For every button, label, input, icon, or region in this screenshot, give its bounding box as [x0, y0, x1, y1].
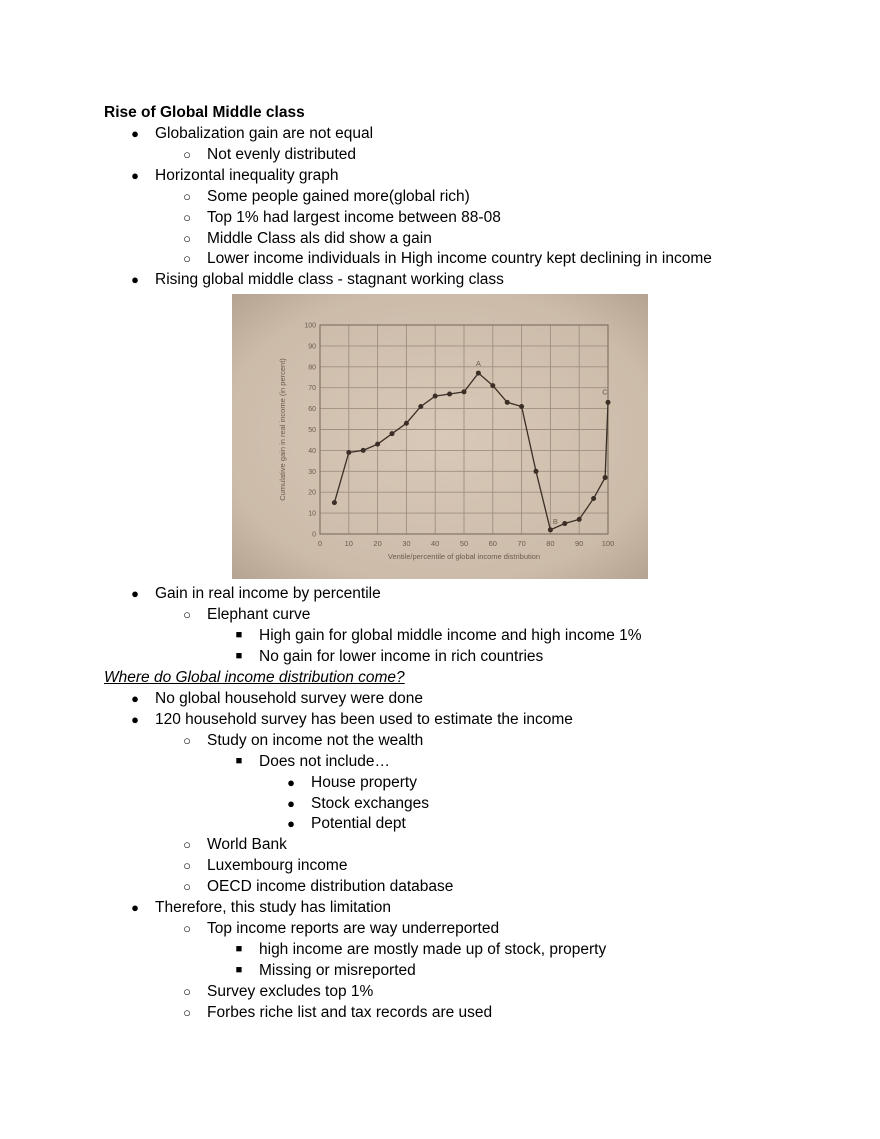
y-tick-label: 0	[312, 531, 316, 539]
y-tick-label: 30	[308, 468, 316, 476]
y-tick-label: 70	[308, 385, 316, 393]
list-item-text: Stock exchanges	[311, 794, 430, 812]
x-tick-label: 70	[517, 539, 526, 548]
list-item-text: Potential dept	[311, 815, 406, 833]
list-item-text: high income are mostly made up of stock, property	[259, 940, 607, 958]
bullet-marker: ●	[287, 816, 295, 832]
bullet-marker: ●	[131, 272, 139, 288]
data-point	[591, 496, 596, 501]
elephant-curve-chart	[232, 294, 648, 579]
bullet-marker: ●	[131, 691, 139, 706]
bullet-marker: ●	[287, 795, 295, 811]
x-tick-label: 100	[601, 539, 615, 548]
data-point	[375, 442, 380, 447]
x-tick-label: 80	[546, 539, 555, 548]
list-item-text: No gain for lower income in rich countries	[259, 647, 544, 665]
data-point	[418, 404, 423, 409]
bullet-marker: ○	[183, 837, 191, 853]
x-tick-label: 60	[488, 539, 497, 548]
bullet-marker: ○	[183, 606, 191, 622]
y-tick-label: 20	[308, 489, 316, 497]
bullet-marker: ■	[235, 754, 243, 767]
list-item-text: High gain for global middle income and high income 1%	[259, 626, 642, 644]
bullet-marker: ●	[131, 711, 139, 727]
data-point	[361, 448, 366, 453]
data-point	[548, 527, 553, 532]
bullet-marker: ○	[183, 209, 191, 225]
bullet-marker: ○	[183, 920, 191, 936]
list-item-text: Not evenly distributed	[207, 145, 357, 163]
data-point	[447, 391, 452, 396]
data-point	[603, 475, 608, 480]
bullet-marker: ○	[183, 146, 191, 162]
bullet-marker: ○	[183, 983, 191, 999]
bullet-marker: ●	[131, 586, 139, 601]
list-item-text: Globalization gain are not equal	[155, 125, 374, 142]
list-item-text: Top income reports are way underreported	[207, 919, 500, 937]
list-item-text: Elephant curve	[207, 605, 311, 623]
list-item-text: Rising global middle class - stagnant working class	[155, 271, 504, 289]
y-tick-label: 40	[308, 447, 316, 455]
bullet-marker: ○	[183, 230, 191, 246]
bullet-marker: ■	[235, 963, 243, 976]
bullet-marker: ●	[131, 167, 139, 183]
section-subheading: Where do Global income distribution come?	[104, 669, 405, 686]
y-tick-label: 100	[304, 322, 316, 330]
list-item-text: Middle Class als did show a gain	[207, 229, 432, 247]
x-tick-label: 0	[317, 539, 323, 548]
x-tick-label: 50	[459, 539, 469, 548]
bullet-marker: ○	[183, 732, 191, 748]
bullet-marker: ●	[131, 126, 139, 141]
data-point	[332, 500, 337, 505]
data-point	[577, 517, 582, 522]
bullet-marker: ●	[131, 900, 139, 915]
y-axis-title: Cumulative gain in real income (in percent)	[278, 358, 287, 501]
y-tick-label: 50	[308, 427, 316, 434]
data-point	[562, 521, 567, 526]
x-tick-label: 90	[575, 539, 584, 548]
bullet-marker: ■	[235, 628, 243, 641]
point-label: B	[552, 516, 558, 526]
bullet-marker: ○	[183, 858, 191, 874]
list-item-text: 120 household survey has been used to estimate the income	[155, 710, 573, 728]
bullet-marker: ■	[235, 649, 243, 662]
chart-photo-background	[232, 294, 648, 579]
list-item-text: Some people gained more(global rich)	[207, 187, 470, 205]
list-item-text: Missing or misreported	[259, 961, 416, 979]
bullet-marker: ○	[183, 879, 191, 895]
data-point	[433, 394, 438, 399]
data-point	[476, 371, 481, 376]
data-point	[490, 383, 495, 388]
list-item-text: Therefore, this study has limitation	[155, 899, 392, 916]
x-tick-label: 10	[344, 539, 353, 548]
y-tick-label: 80	[308, 364, 316, 372]
bullet-marker: ○	[183, 251, 191, 267]
page-title: Rise of Global Middle class	[104, 104, 305, 121]
list-item-text: Lower income individuals in High income country kept declining in income	[207, 250, 712, 268]
list-item-text: Does not include…	[259, 752, 390, 770]
bullet-marker: ○	[183, 1004, 191, 1020]
x-tick-label: 30	[402, 539, 411, 548]
list-item-text: OECD income distribution database	[207, 878, 454, 896]
data-point	[519, 404, 524, 409]
list-item-text: Top 1% had largest income between 88-08	[207, 208, 501, 226]
y-tick-label: 90	[308, 343, 316, 351]
list-item-text: No global household survey were done	[155, 690, 423, 707]
bullet-marker: ■	[235, 942, 243, 955]
data-point	[390, 431, 395, 436]
x-tick-label: 20	[373, 539, 382, 548]
data-point	[534, 469, 539, 474]
x-axis-title: Ventile/percentile of global income distribution	[387, 552, 541, 561]
point-label: C	[602, 387, 608, 397]
list-item-text: Luxembourg income	[207, 857, 348, 875]
bullet-marker: ●	[287, 774, 295, 790]
list-item-text: Forbes riche list and tax records are used	[207, 1003, 493, 1021]
x-tick-label: 40	[431, 539, 440, 548]
data-point	[346, 450, 351, 455]
bullet-marker: ○	[183, 188, 191, 204]
list-item-text: World Bank	[207, 836, 287, 854]
data-point	[462, 389, 467, 394]
data-point	[505, 400, 510, 405]
list-item-text: Study on income not the wealth	[207, 731, 424, 749]
list-item-text: House property	[311, 773, 417, 791]
data-point	[404, 421, 409, 426]
point-label: A	[475, 359, 481, 369]
list-item-text: Gain in real income by percentile	[155, 585, 381, 602]
list-item-text: Horizontal inequality graph	[155, 166, 339, 184]
list-item-text: Survey excludes top 1%	[207, 982, 374, 1000]
chart-svg	[232, 294, 648, 579]
y-tick-label: 60	[308, 406, 316, 414]
y-tick-label: 10	[308, 510, 316, 518]
data-point	[606, 400, 611, 405]
